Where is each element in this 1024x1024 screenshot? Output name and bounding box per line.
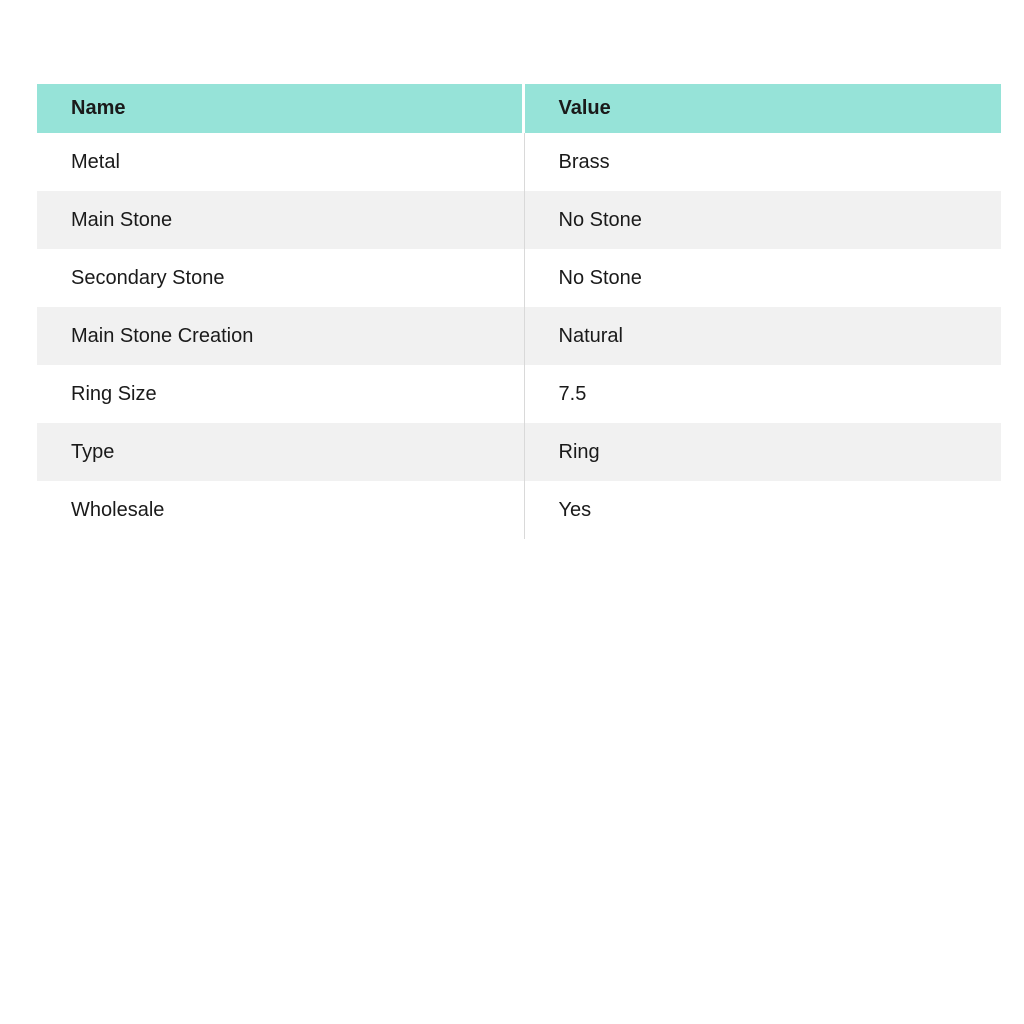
value-cell: Natural	[525, 307, 1001, 365]
name-cell: Main Stone Creation	[37, 307, 525, 365]
name-cell: Main Stone	[37, 191, 525, 249]
value-cell: 7.5	[525, 365, 1001, 423]
value-cell: No Stone	[525, 191, 1001, 249]
table-row	[37, 133, 1001, 191]
product-specs-table	[37, 84, 1001, 539]
table-row	[37, 481, 1001, 539]
value-cell: Yes	[525, 481, 1001, 539]
name-cell: Secondary Stone	[37, 249, 525, 307]
table-body	[37, 133, 1001, 539]
table-row	[37, 249, 1001, 307]
table-row	[37, 307, 1001, 365]
name-cell: Wholesale	[37, 481, 525, 539]
value-cell: No Stone	[525, 249, 1001, 307]
name-cell: Ring Size	[37, 365, 525, 423]
name-cell: Metal	[37, 133, 525, 191]
value-cell: Ring	[525, 423, 1001, 481]
name-cell: Type	[37, 423, 525, 481]
table-row	[37, 191, 1001, 249]
table-row	[37, 365, 1001, 423]
table-header-row	[37, 84, 1001, 133]
header-value: Value	[525, 84, 1001, 133]
value-cell: Brass	[525, 133, 1001, 191]
table-row	[37, 423, 1001, 481]
header-name: Name	[37, 84, 525, 133]
